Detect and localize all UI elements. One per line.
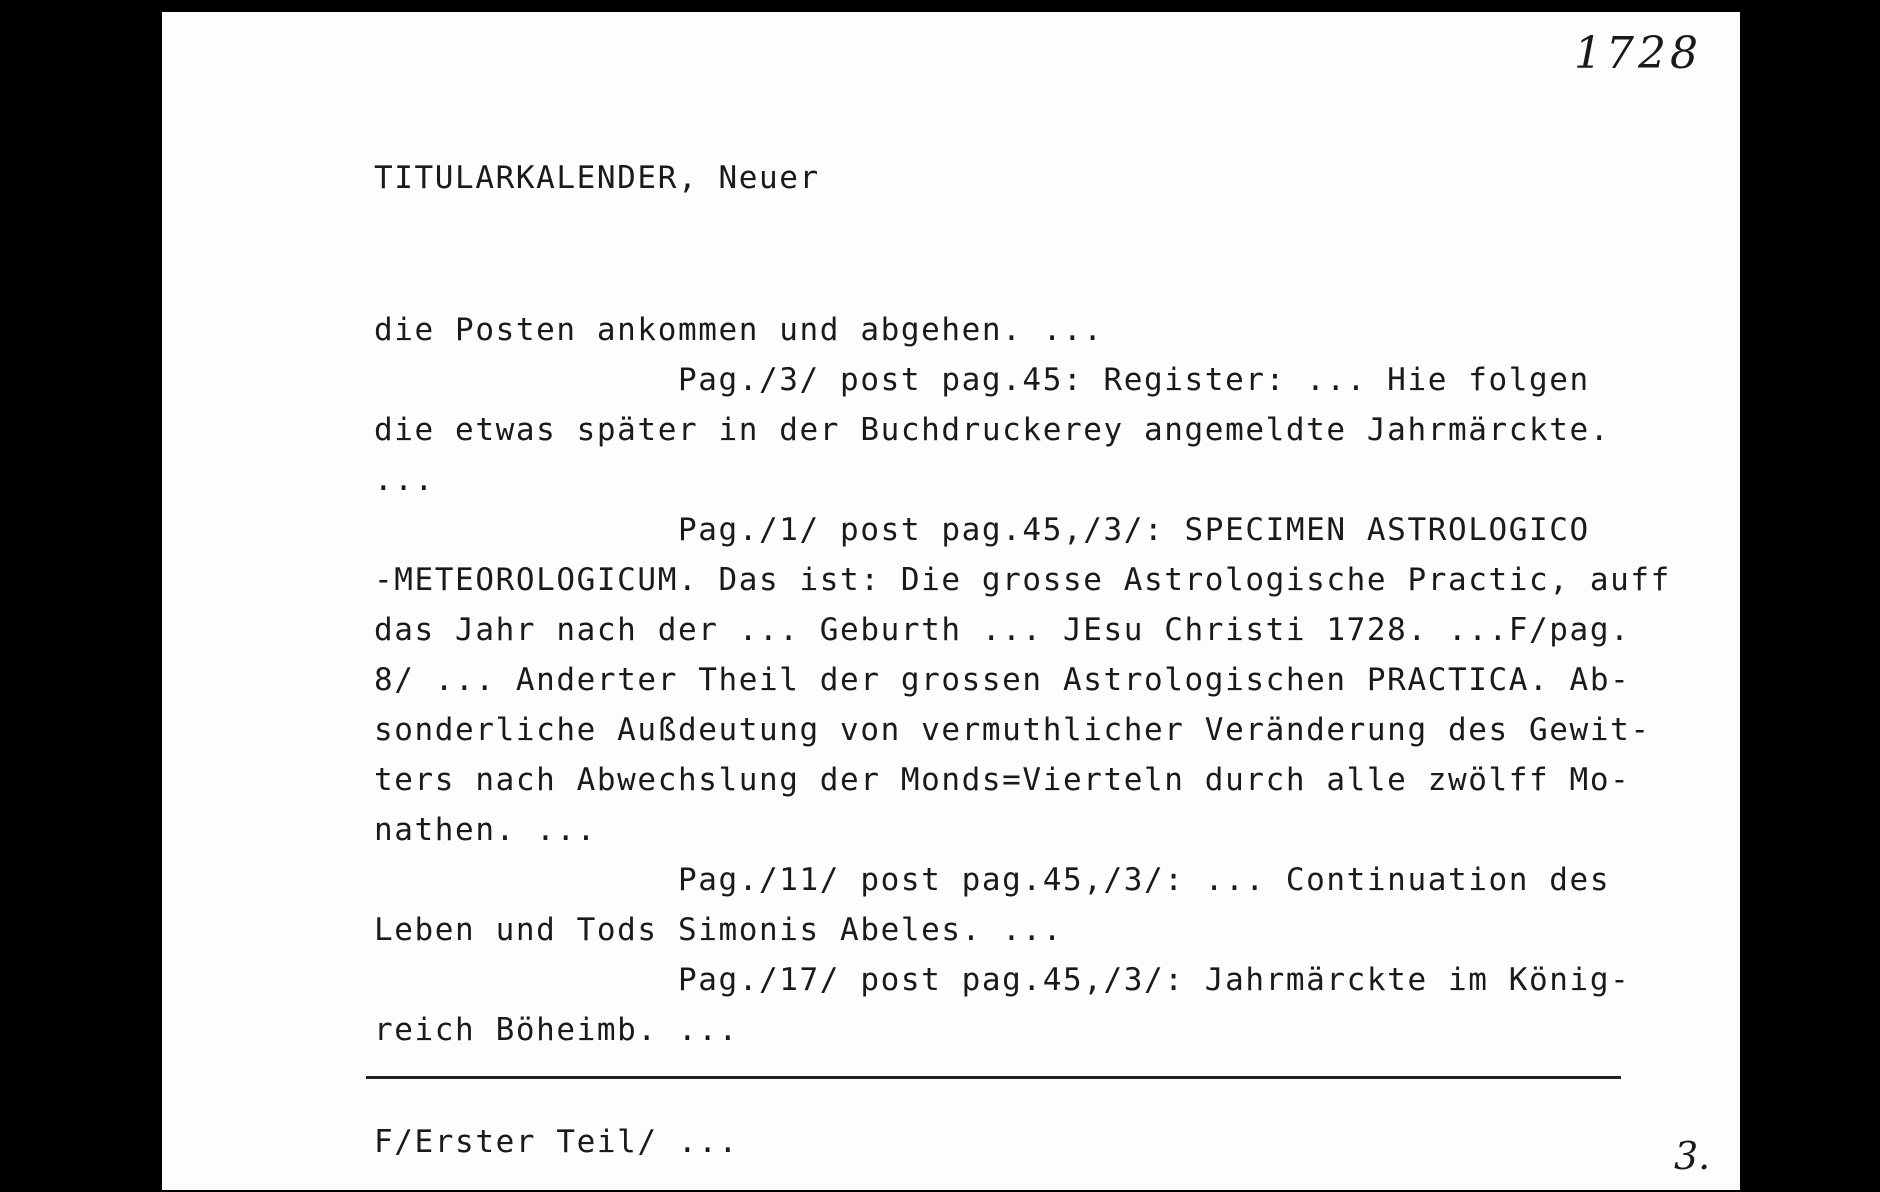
body-line: Pag./3/ post pag.45: Register: ... Hie folgen — [374, 362, 1590, 398]
body-line: reich Böheimb. ... — [374, 1012, 739, 1048]
body-line: Pag./11/ post pag.45,/3/: ... Continuation des — [374, 862, 1611, 898]
body-line: das Jahr nach der ... Geburth ... JEsu Christi 1728. ...F/pag. — [374, 612, 1631, 648]
body-line: Pag./17/ post pag.45,/3/: Jahrmärckte im König- — [374, 962, 1631, 998]
body-line: sonderliche Außdeutung von vermuthlicher Veränderung des Gewit- — [374, 712, 1651, 748]
body-line: Pag./1/ post pag.45,/3/: SPECIMEN ASTROLOGICO — [374, 512, 1590, 548]
catalog-card — [162, 12, 1740, 1190]
card-footer: F/Erster Teil/ ... — [374, 1124, 739, 1160]
card-number: 1728 — [1574, 28, 1702, 79]
body-line: 8/ ... Anderter Theil der grossen Astrologischen PRACTICA. Ab- — [374, 662, 1631, 698]
body-line: nathen. ... — [374, 812, 597, 848]
divider-line — [366, 1076, 1621, 1079]
body-line: -METEOROLOGICUM. Das ist: Die grosse Astrologische Practic, auff — [374, 562, 1671, 598]
body-line: Leben und Tods Simonis Abeles. ... — [374, 912, 1063, 948]
body-line: die etwas später in der Buchdruckerey angemeldte Jahrmärckte. — [374, 412, 1611, 448]
body-line: ... — [374, 462, 435, 498]
card-heading: TITULARKALENDER, Neuer — [374, 160, 820, 196]
body-line: die Posten ankommen und abgehen. ... — [374, 312, 1104, 348]
body-line: ters nach Abwechslung der Monds=Vierteln durch alle zwölff Mo- — [374, 762, 1631, 798]
corner-mark: 3. — [1674, 1134, 1711, 1178]
